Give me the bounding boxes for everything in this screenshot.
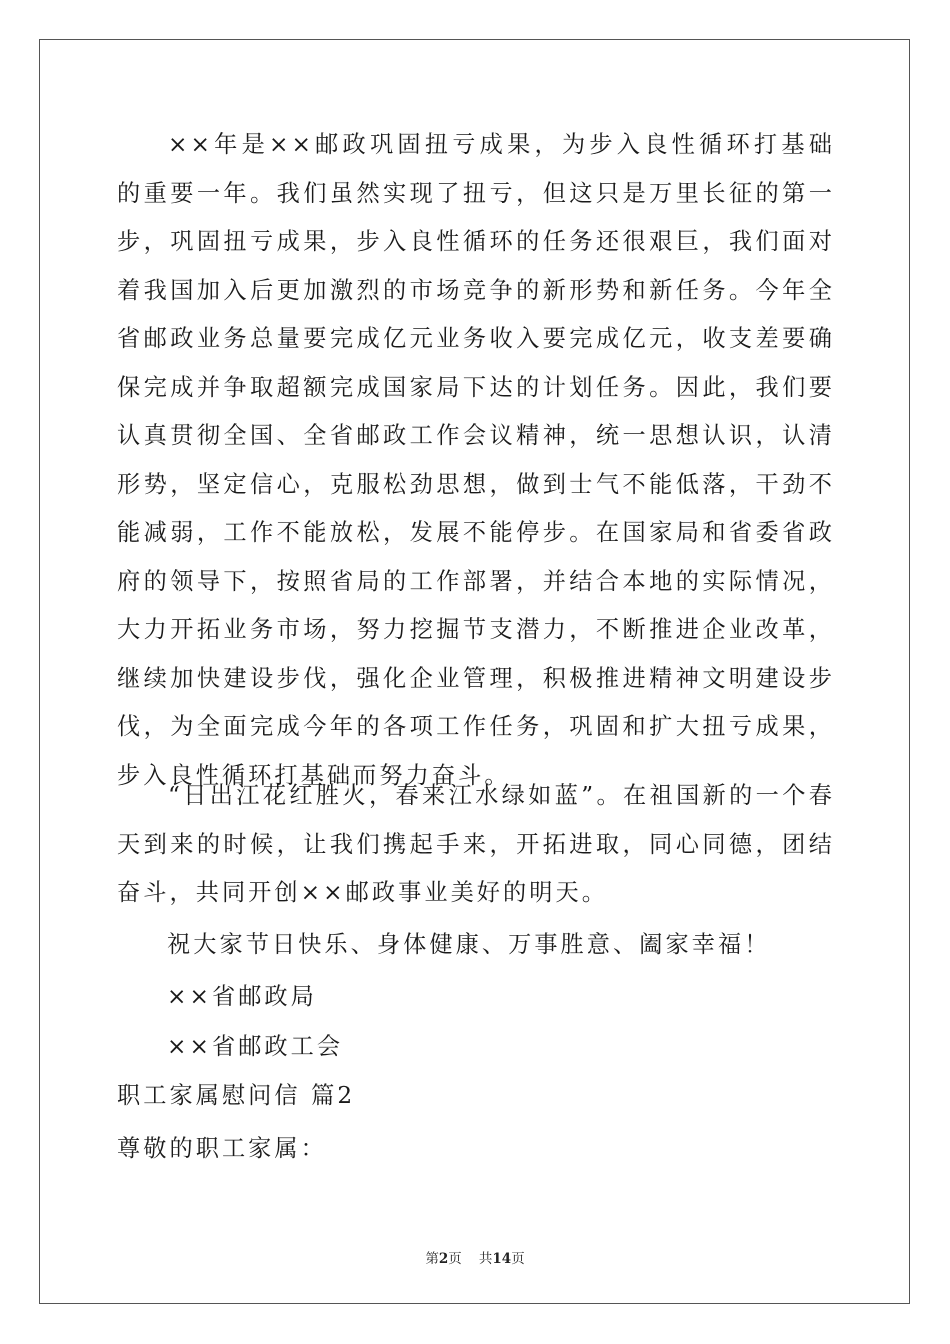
footer-page-number: 2 [438,1251,449,1267]
footer-page-prefix: 第 [425,1251,439,1267]
greeting-line: 祝大家节日快乐、身体健康、万事胜意、阖家幸福！ [167,931,771,958]
salutation: 尊敬的职工家属： [117,1135,327,1162]
page-footer [0,1247,950,1267]
footer-total-pages: 14 [492,1251,512,1267]
section-title: 职工家属慰问信 篇2 [117,1082,356,1109]
paragraph-1: ××年是××邮政巩固扭亏成果，为步入良性循环打基础的重要一年。我们虽然实现了扭亏，但这只是万里长征的第一步，巩固扭亏成果，步入良性循环的任务还很艰巨，我们面对着我国加入后更加激烈的市场竞争的新形势和新任务。今年全省邮政业务总量要完成亿元业务收入要完成亿元，收支差要确保完成并争取超额完成国家局下达的计划任务。因此，我们要认真贯彻全国、全省邮政工作会议精神，统一思想认识，认清形势，坚定信心，克服松劲思想，做到士气不能低落，干劲不能减弱，工作不能放松，发展不能停步。在国家局和省委省政府的领导下，按照省局的工作部署，并结合本地的实际情况，大力开拓业务市场，努力挖掘节支潜力，不断推进企业改革，继续加快建设步伐，强化企业管理，积极推进精神文明建设步伐，为全面完成今年的各项工作任务，巩固和扩大扭亏成果，步入良性循环打基础而努力奋斗。 [117,131,835,789]
footer-page-mid: 页 共 [448,1251,493,1267]
footer-page-suffix: 页 [511,1251,525,1267]
signature-union: ××省邮政工会 [167,1033,344,1060]
paragraph-2: “日出江花红胜火，春来江水绿如蓝”。在祖国新的一个春天到来的时候，让我们携起手来，开拓进取，同心同德，团结奋斗，共同开创××邮政事业美好的明天。 [117,782,835,906]
signature-post-bureau: ××省邮政局 [167,983,317,1010]
